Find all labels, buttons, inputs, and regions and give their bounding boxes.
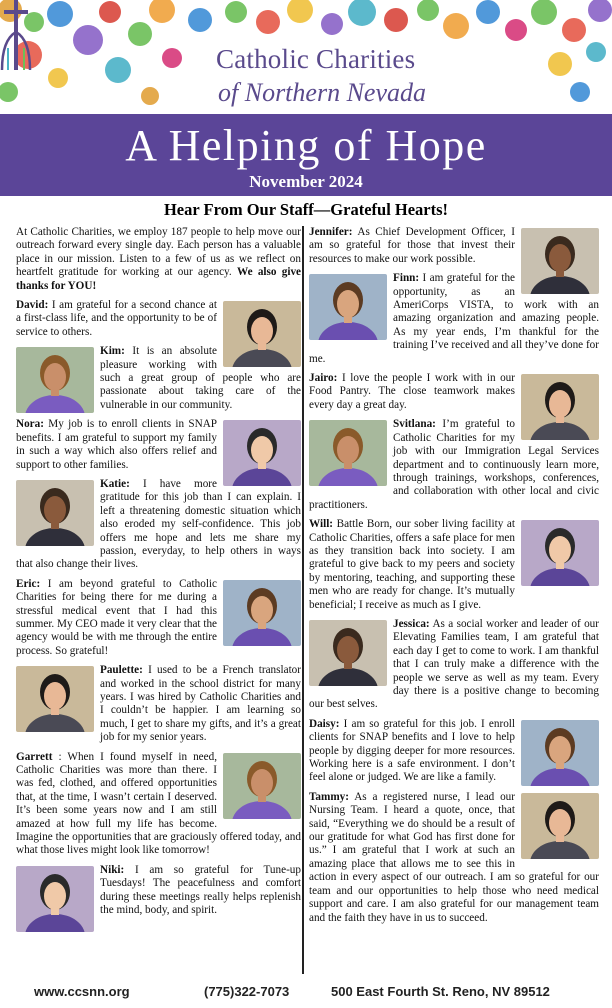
staff-quote: I am beyond grateful to Catholic Charities for being there for me during a stressful medical event that I had this summer. My CEO made it very clear that the agency would be with me through the entire process. So grateful! xyxy=(16,577,218,657)
staff-name: Garrett xyxy=(16,750,53,763)
address: 500 East Fourth St. Reno, NV 89512 xyxy=(331,984,550,999)
staff-entry xyxy=(309,518,599,612)
staff-name: Jessica: xyxy=(393,617,430,630)
staff-photo xyxy=(16,866,94,932)
staff-photo xyxy=(521,374,599,440)
staff-entry xyxy=(16,299,301,339)
staff-photo xyxy=(223,580,301,646)
left-column xyxy=(16,226,301,974)
issue-date: November 2024 xyxy=(249,172,363,191)
staff-photo xyxy=(16,480,94,546)
staff-entry xyxy=(16,578,301,658)
staff-quote: I have more gratitude for this job than I can explain. I left a threatening domestic situation which also eroded my self-confidence. This job offers me hope and lets me share my passion, everyday, to help others in ways that also change their lives. xyxy=(16,477,301,571)
staff-photo xyxy=(223,301,301,367)
left-entries-list xyxy=(16,299,301,917)
staff-name: Jairo: xyxy=(309,372,338,385)
title-banner xyxy=(0,114,612,196)
staff-entry xyxy=(16,664,301,744)
staff-entry xyxy=(309,618,599,712)
staff-photo xyxy=(309,620,387,686)
staff-name: Daisy: xyxy=(309,717,340,730)
staff-entry xyxy=(309,372,599,412)
staff-name: Svitlana: xyxy=(393,418,436,431)
staff-entry xyxy=(16,864,301,918)
staff-photo xyxy=(223,753,301,819)
staff-quote: As Chief Development Officer, I am so grateful for those that invest their resources to make our work possible. xyxy=(309,226,515,265)
staff-quote: It is an absolute pleasure working with such a great group of people who are passionate about taking care of the vulnerable in our community. xyxy=(100,345,301,411)
staff-name: Finn: xyxy=(393,272,420,285)
staff-photo xyxy=(521,720,599,786)
right-column xyxy=(309,226,599,974)
staff-name: Jennifer: xyxy=(309,226,353,238)
staff-entry xyxy=(16,478,301,572)
staff-quote: I am grateful for the opportunity, as an AmeriCorps VISTA, to work with an amazing organization and amazing people. As my year ends, I’m thankful for the training I’ve received and all they’ve done for me. xyxy=(309,272,599,365)
staff-quote: As a social worker and leader of our Elevating Families team, I am grateful that each day I get to come to work. I am thankful that I can truly make a difference with the people we serve as well as my team. Every day there is a positive change to becoming our best selves. xyxy=(309,617,599,711)
staff-quote: I’m grateful to Catholic Charities for my job with our Immigration Legal Services department and to continuously learn more, through trainings, workshops, conferences, and collaboration with other local and civic practitioners. xyxy=(309,418,599,511)
newsletter-title: A Helping of Hope xyxy=(125,121,487,170)
staff-quote: I love the people I work with in our Food Pantry. The close teamwork makes every day a great day. xyxy=(309,372,515,411)
staff-photo xyxy=(521,793,599,859)
staff-name: Paulette: xyxy=(100,664,143,677)
website-link[interactable]: www.ccsnn.org xyxy=(34,984,130,999)
staff-name: Kim: xyxy=(100,345,125,358)
staff-name: Niki: xyxy=(100,863,125,876)
staff-quote: : When I found myself in need, Catholic Charities was more than there. I was fed, clothed, and offered opportunities that, at the time, I wasn’t certain I deserved. It’s been some years now and I am still amazed at how full my life has become. Imagine the opportunities that are graciously offered today, and what those lives might look like tomorrow! xyxy=(16,750,301,857)
staff-entry xyxy=(309,718,599,785)
org-name: Catholic Charities xyxy=(216,44,416,74)
staff-name: Will: xyxy=(309,518,334,531)
intro-paragraph xyxy=(16,226,301,293)
staff-entry xyxy=(309,226,599,266)
staff-photo xyxy=(16,666,94,732)
staff-quote: I used to be a French translator and worked in the school district for many years. I was hired by Catholic Charities and I couldn’t be happier. I am learning so much, I get to share my gifts, and it’s a great job for my senior years. xyxy=(100,664,301,744)
staff-entry xyxy=(16,418,301,472)
intro-bold-text: We also give thanks for YOU! xyxy=(16,266,301,292)
article-headline: Hear From Our Staff—Grateful Hearts! xyxy=(163,200,449,219)
intro-text: At Catholic Charities, we employ 187 people to help move our outreach forward every single day. Each person has a valuable place in our mission. Listen to a few of us as we reflect on heartfelt gratitude for working at our agency. xyxy=(16,226,301,279)
staff-photo xyxy=(521,228,599,294)
page-footer xyxy=(0,978,612,1008)
staff-quote: I am so grateful for this job. I enroll clients for SNAP benefits and I love to help people by digging deeper for more resources. Working here is a safe environment. I don’t feel alone or judged. We are like a family. xyxy=(309,717,516,784)
staff-photo xyxy=(223,420,301,486)
staff-photo xyxy=(16,347,94,413)
page-header xyxy=(0,0,612,114)
staff-entry xyxy=(16,751,301,858)
staff-quote: I am so grateful for Tune-up Tuesdays! The peacefulness and comfort during these meetings really helps replenish the mind, body, and spirit. xyxy=(100,863,301,917)
staff-name: Eric: xyxy=(16,577,41,590)
phone-number[interactable]: (775)322-7073 xyxy=(204,984,290,999)
staff-quote: I am grateful for a second chance at a first-class life, and the opportunity to be of service to others. xyxy=(16,299,218,338)
org-subname: of Northern Nevada xyxy=(218,78,426,107)
column-divider xyxy=(302,226,304,974)
staff-name: Tammy: xyxy=(309,790,349,803)
staff-name: Katie: xyxy=(100,477,130,490)
staff-entry xyxy=(309,791,599,925)
right-entries-list xyxy=(309,226,599,925)
staff-photo xyxy=(309,274,387,340)
staff-name: David: xyxy=(16,299,49,312)
staff-photo xyxy=(521,520,599,586)
cross-logo-icon xyxy=(0,0,34,70)
staff-quote: As a registered nurse, I lead our Nursing Team. I heard a quote, once, that said, “Everything we do should be a result of our gratitude for what God has first done for us.” I am grateful that I work at such an amazing place that allows me to see this in action in every aspect of our outreach. I am so grateful for our team and our opportunities to help those who need medical support and care. I am also grateful for our management team and the faith they have in us to succeed. xyxy=(309,790,599,924)
staff-quote: Battle Born, our sober living facility at Catholic Charities, offers a safe place for men as they transition back into society. I am grateful to give back to my peers and society by mentoring, teaching, and supporting these men who are ready for change. It’s mutually beneficial; I receive as much as I give. xyxy=(309,518,515,611)
staff-name: Nora: xyxy=(16,418,44,431)
staff-quote: My job is to enroll clients in SNAP benefits. I am grateful to support my family in such a way which also offers relief and support to other families. xyxy=(16,418,218,471)
staff-photo xyxy=(309,420,387,486)
